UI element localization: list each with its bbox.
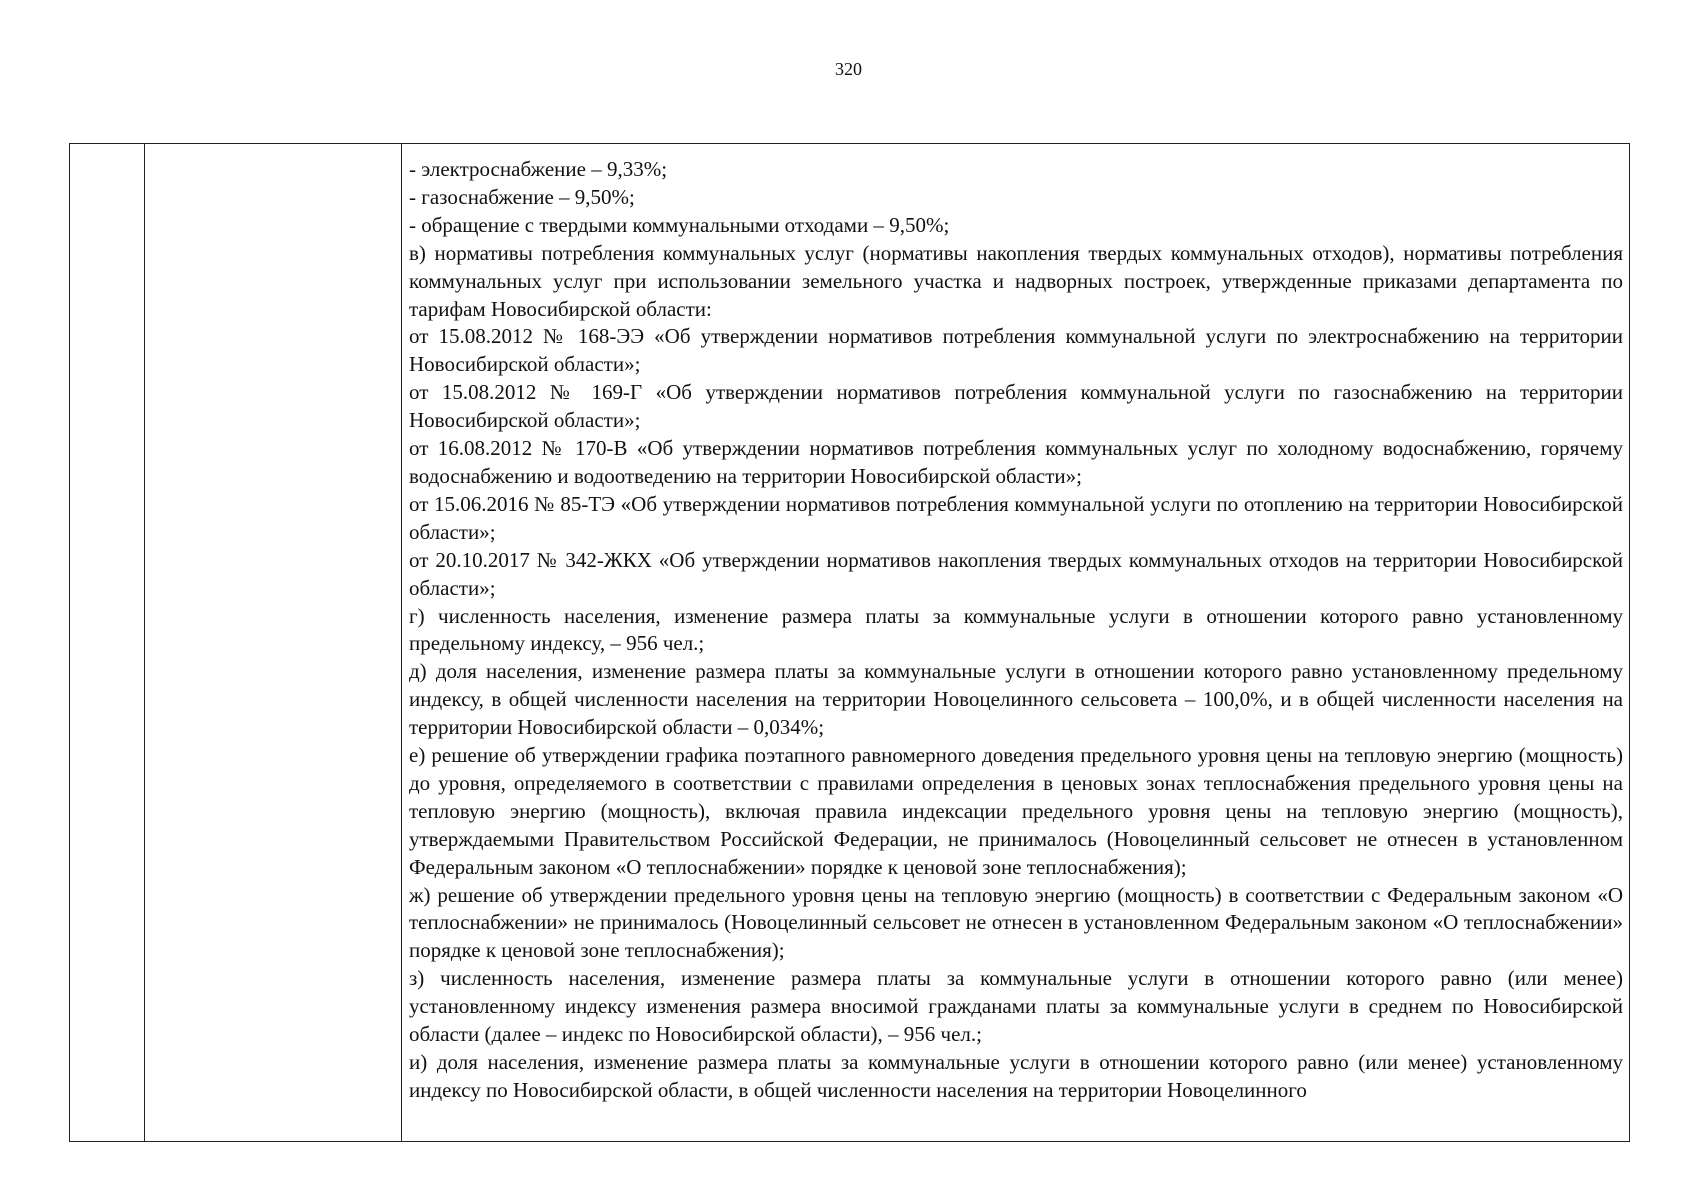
paragraph-item-d: д) доля населения, изменение размера платы за коммунальные услуги в отношении которого равно установленному предельному индексу, в общей численности населения на территории Новоцелинного сельсовета – 100,0%, и в общей численности населения на территории Новосибирской области – 0,034%; bbox=[409, 659, 1623, 740]
paragraph-order-170: от 16.08.2012 № 170-В «Об утверждении нормативов потребления коммунальных услуг по холодному водоснабжению, горячему водоснабжению и водоотведению на территории Новосибирской области»; bbox=[409, 436, 1623, 488]
paragraph-electricity: - электроснабжение – 9,33%; bbox=[409, 157, 668, 181]
paragraph-item-v: в) нормативы потребления коммунальных услуг (нормативы накопления твердых коммунальных отходов), нормативы потребления коммунальных услуг при использовании земельного участка и надворных построек, утвержденные приказами департамента по тарифам Новосибирской области: bbox=[409, 240, 1623, 321]
paragraph-order-342: от 20.10.2017 № 342-ЖКХ «Об утверждении нормативов накопления твердых коммунальных отходов на территории Новосибирской области»; bbox=[409, 547, 1623, 600]
table-row bbox=[70, 144, 1630, 1142]
paragraph-item-z: з) численность населения, изменение размера платы за коммунальные услуги в отношении которого равно (или менее) установленному индексу изменения размера вносимой гражданами платы за коммунальные услуги в среднем по Новосибирской области (далее – индекс по Новосибирской области), – 956 чел.; bbox=[409, 966, 1623, 1047]
table-cell-number bbox=[70, 144, 145, 1142]
paragraph-waste: - обращение с твердыми коммунальными отходами – 9,50%; bbox=[409, 212, 950, 237]
paragraph-item-zh: ж) решение об утверждении предельного уровня цены на тепловую энергию (мощность) в соответствии с Федеральным законом «О теплоснабжении» не принималось (Новоцелинный сельсовет не отнесен в установленном Федеральным законом «О теплоснабжении» порядке к ценовой зоне теплоснабжения); bbox=[409, 882, 1623, 963]
page-number: 320 bbox=[835, 59, 862, 79]
paragraph-item-g: г) численность населения, изменение размера платы за коммунальные услуги в отношении которого равно установленному предельному индексу, – 956 чел.; bbox=[409, 603, 1623, 656]
paragraph-item-i: и) доля населения, изменение размера платы за коммунальные услуги в отношении которого равно (или менее) установленному индексу по Новосибирской области, в общей численности населения на территории Новоцелинного bbox=[409, 1050, 1623, 1102]
table-cell-text bbox=[402, 144, 1630, 1142]
paragraph-order-168: от 15.08.2012 № 168-ЭЭ «Об утверждении нормативов потребления коммунальной услуги по электроснабжению на территории Новосибирской области»; bbox=[409, 324, 1623, 377]
paragraph-gas: - газоснабжение – 9,50%; bbox=[409, 184, 635, 209]
table-cell-name bbox=[145, 144, 402, 1142]
document-table bbox=[69, 143, 1630, 1142]
paragraph-order-85: от 15.06.2016 № 85-ТЭ «Об утверждении нормативов потребления коммунальной услуги по отоплению на территории Новосибирской области»; bbox=[409, 491, 1623, 544]
paragraph-item-e: е) решение об утверждении графика поэтапного равномерного доведения предельного уровня цены на тепловую энергию (мощность) до уровня, определяемого в соответствии с правилами определения в ценовых зонах теплоснабжения предельного уровня цены на тепловую энергию (мощность), включая правила индексации предельного уровня цены на тепловую энергию (мощность), утверждаемыми Правительством Российской Федерации, не принималось (Новоцелинный сельсовет не отнесен в установленном Федеральным законом «О теплоснабжении» порядке к ценовой зоне теплоснабжения); bbox=[409, 743, 1623, 879]
paragraph-order-169: от 15.08.2012 № 169-Г «Об утверждении нормативов потребления коммунальной услуги по газоснабжению на территории Новосибирской области»; bbox=[409, 380, 1623, 433]
